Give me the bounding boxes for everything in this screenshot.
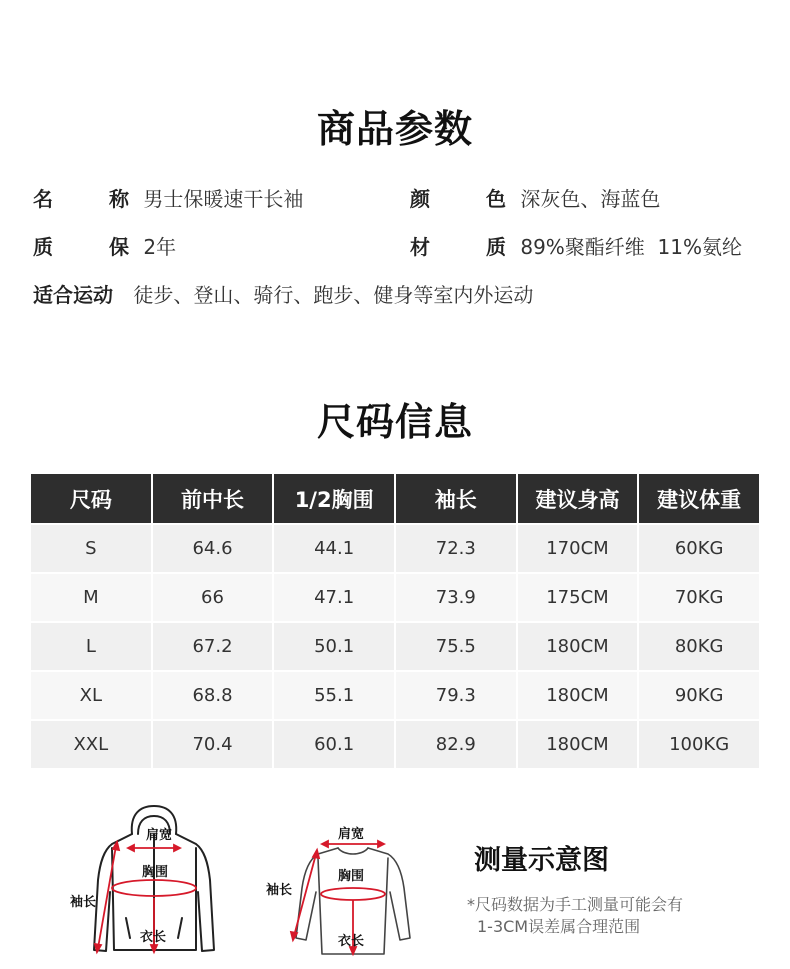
- param-name-row: [33, 183, 303, 212]
- param-warranty-value: 2年: [143, 235, 177, 259]
- table-cell: 170CM: [518, 523, 638, 572]
- param-material-row: [410, 231, 742, 260]
- table-cell: 55.1: [274, 670, 394, 719]
- col-header-height: 建议身高: [518, 474, 638, 523]
- table-cell: 50.1: [274, 621, 394, 670]
- param-color-label-b: 色: [486, 187, 506, 211]
- jacket-length-label: 衣长: [140, 930, 167, 945]
- table-cell: 68.8: [153, 670, 273, 719]
- table-cell: S: [31, 523, 151, 572]
- col-header-weight: 建议体重: [639, 474, 759, 523]
- table-cell: 47.1: [274, 572, 394, 621]
- table-cell: 67.2: [153, 621, 273, 670]
- params-title: 商品参数: [316, 107, 473, 151]
- table-cell: 75.5: [396, 621, 516, 670]
- measure-note-line1: *尺码数据为手工测量可能会有: [467, 895, 684, 914]
- param-color-row: [410, 183, 660, 212]
- param-color-label: [410, 183, 506, 212]
- shirt-sleeve-label: 袖长: [266, 883, 293, 898]
- param-material-label-a: 材: [410, 235, 430, 259]
- table-cell: 60.1: [274, 719, 394, 768]
- table-cell: 72.3: [396, 523, 516, 572]
- jacket-diagram: [60, 800, 230, 960]
- size-table-header-row: [31, 474, 759, 523]
- table-cell: XXL: [31, 719, 151, 768]
- param-sports-value: 徒步、登山、骑行、跑步、健身等室内外运动: [133, 283, 534, 307]
- col-header-sleeve: 袖长: [396, 474, 516, 523]
- size-table: [29, 474, 761, 768]
- table-cell: M: [31, 572, 151, 621]
- shirt-length-label: 衣长: [338, 934, 365, 949]
- table-row: [31, 719, 759, 768]
- table-cell: 44.1: [274, 523, 394, 572]
- table-cell: L: [31, 621, 151, 670]
- jacket-chest-label: 胸围: [142, 865, 169, 880]
- table-cell: 180CM: [518, 621, 638, 670]
- param-material-value: 89%聚酯纤维 11%氨纶: [520, 235, 742, 259]
- table-row: [31, 670, 759, 719]
- param-sports-row: [33, 279, 533, 308]
- shirt-shoulder-label: 肩宽: [338, 827, 365, 842]
- param-warranty-label-b: 保: [109, 235, 129, 259]
- size-title: 尺码信息: [316, 400, 473, 444]
- table-row: [31, 572, 759, 621]
- table-cell: 80KG: [639, 621, 759, 670]
- table-cell: 70KG: [639, 572, 759, 621]
- table-cell: 180CM: [518, 719, 638, 768]
- param-warranty-label: [33, 231, 129, 260]
- param-warranty-row: [33, 231, 176, 260]
- param-color-value: 深灰色、海蓝色: [520, 187, 661, 211]
- table-row: [31, 621, 759, 670]
- param-warranty-label-a: 质: [33, 235, 53, 259]
- shirt-diagram: [258, 818, 428, 960]
- table-cell: 73.9: [396, 572, 516, 621]
- shirt-chest-label: 胸围: [338, 869, 365, 884]
- jacket-sleeve-label: 袖长: [70, 895, 97, 910]
- table-cell: XL: [31, 670, 151, 719]
- measure-title: 测量示意图: [474, 845, 609, 876]
- table-cell: 180CM: [518, 670, 638, 719]
- param-sports-label: 适合运动: [33, 283, 113, 307]
- table-cell: 79.3: [396, 670, 516, 719]
- table-cell: 64.6: [153, 523, 273, 572]
- param-material-label: [410, 231, 506, 260]
- table-cell: 100KG: [639, 719, 759, 768]
- table-cell: 70.4: [153, 719, 273, 768]
- col-header-half-chest: 1/2胸围: [274, 474, 394, 523]
- table-cell: 66: [153, 572, 273, 621]
- table-row: [31, 523, 759, 572]
- table-cell: 82.9: [396, 719, 516, 768]
- param-color-label-a: 颜: [410, 187, 430, 211]
- table-cell: 90KG: [639, 670, 759, 719]
- table-cell: 60KG: [639, 523, 759, 572]
- jacket-shoulder-label: 肩宽: [146, 828, 173, 843]
- measure-note-line2: 1-3CM误差属合理范围: [477, 917, 641, 936]
- table-cell: 175CM: [518, 572, 638, 621]
- col-header-front-length: 前中长: [153, 474, 273, 523]
- param-name-value: 男士保暖速干长袖: [143, 187, 304, 211]
- param-name-label-a: 名: [33, 187, 53, 211]
- param-name-label: [33, 183, 129, 212]
- param-material-label-b: 质: [486, 235, 506, 259]
- col-header-size: 尺码: [31, 474, 151, 523]
- param-name-label-b: 称: [109, 187, 129, 211]
